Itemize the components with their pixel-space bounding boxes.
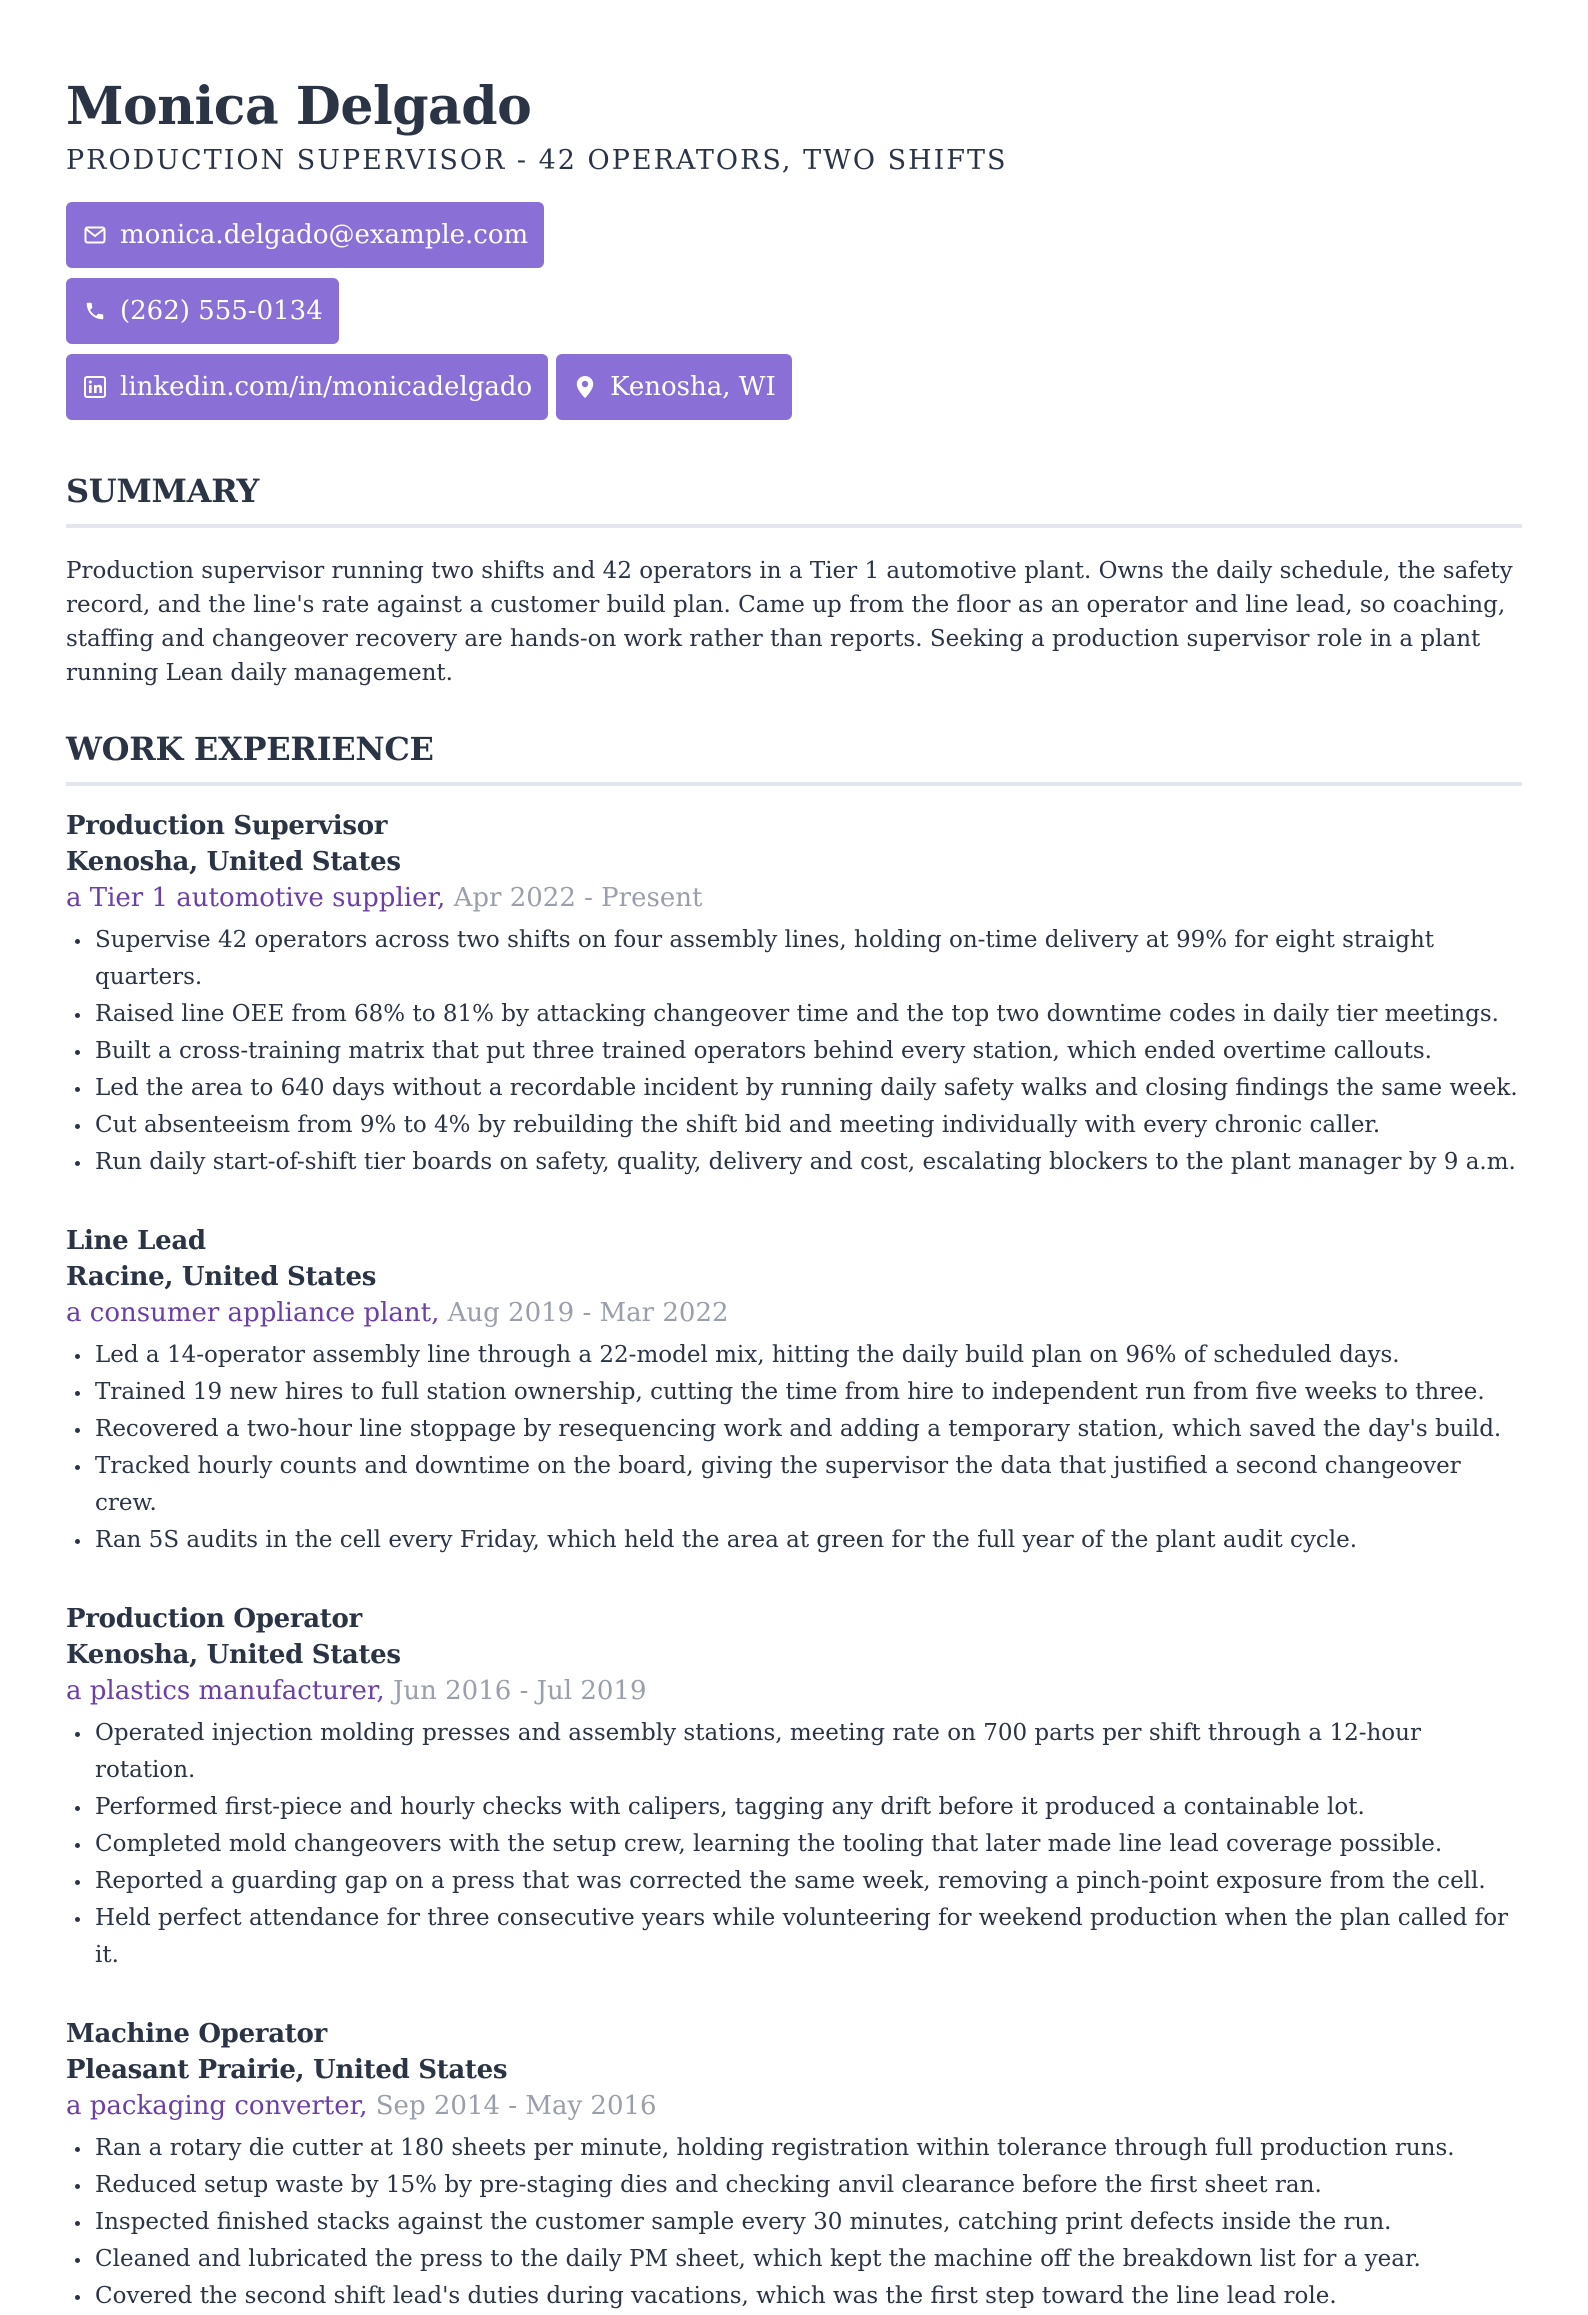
job-meta [66, 1295, 1522, 1331]
map-pin-icon [572, 374, 598, 400]
email-text: monica.delgado@example.com [120, 220, 529, 251]
linkedin-text: linkedin.com/in/monicadelgado [120, 372, 533, 403]
experience-section [66, 730, 1522, 2315]
job-entry [66, 808, 1522, 1181]
job-bullets [66, 1337, 1522, 1559]
bullet-item: Ran a rotary die cutter at 180 sheets per minute, holding registration within tolerance through full production runs. [66, 2130, 1522, 2167]
summary-section [66, 472, 1522, 690]
phone-icon [82, 298, 108, 324]
job-bullets [66, 1715, 1522, 1974]
job-bullets [66, 922, 1522, 1181]
bullet-item: Reduced setup waste by 15% by pre-staging dies and checking anvil clearance before the first sheet ran. [66, 2167, 1522, 2204]
location-chip[interactable] [556, 354, 792, 420]
job-meta [66, 2088, 1522, 2124]
job-location: Kenosha, United States [66, 1640, 401, 1671]
meta-separator: , [437, 883, 454, 914]
bullet-item: Operated injection molding presses and assembly stations, meeting rate on 700 parts per shift through a 12-hour rotation. [66, 1715, 1522, 1789]
job-entry [66, 1223, 1522, 1559]
bullet-item: Held perfect attendance for three consecutive years while volunteering for weekend production when the plan called for it. [66, 1900, 1522, 1974]
bullet-item: Completed mold changeovers with the setup crew, learning the tooling that later made line lead coverage possible. [66, 1826, 1522, 1863]
job-company: a plastics manufacturer [66, 1676, 377, 1707]
job-title: Production Operator [66, 1604, 362, 1635]
job-company: a packaging converter [66, 2091, 360, 2122]
job-title: Production Supervisor [66, 811, 388, 842]
job-title: Line Lead [66, 1226, 206, 1257]
location-text: Kenosha, WI [610, 372, 776, 403]
meta-separator: , [359, 2091, 376, 2122]
phone-text: (262) 555-0134 [120, 296, 323, 327]
mail-icon [82, 222, 108, 248]
bullet-item: Covered the second shift lead's duties during vacations, which was the first step toward the line lead role. [66, 2278, 1522, 2315]
job-entry [66, 2016, 1522, 2315]
linkedin-chip[interactable] [66, 354, 548, 420]
summary-heading: SUMMARY [66, 472, 1522, 528]
bullet-item: Raised line OEE from 68% to 81% by attacking changeover time and the top two downtime codes in daily tier meetings. [66, 996, 1522, 1033]
bullet-item: Cut absenteeism from 9% to 4% by rebuilding the shift bid and meeting individually with every chronic caller. [66, 1107, 1522, 1144]
job-location: Kenosha, United States [66, 847, 401, 878]
bullet-item: Reported a guarding gap on a press that was corrected the same week, removing a pinch-point exposure from the cell. [66, 1863, 1522, 1900]
job-company: a Tier 1 automotive supplier [66, 883, 438, 914]
bullet-item: Tracked hourly counts and downtime on the board, giving the supervisor the data that justified a second changeover crew. [66, 1448, 1522, 1522]
bullet-item: Inspected finished stacks against the customer sample every 30 minutes, catching print defects inside the run. [66, 2204, 1522, 2241]
job-title: Machine Operator [66, 2019, 327, 2050]
job-meta [66, 880, 1522, 916]
bullet-item: Cleaned and lubricated the press to the daily PM sheet, which kept the machine off the breakdown list for a year. [66, 2241, 1522, 2278]
job-location: Racine, United States [66, 1262, 377, 1293]
bullet-item: Ran 5S audits in the cell every Friday, which held the area at green for the full year of the plant audit cycle. [66, 1522, 1522, 1559]
bullet-item: Supervise 42 operators across two shifts on four assembly lines, holding on-time delivery at 99% for eight straight quarters. [66, 922, 1522, 996]
bullet-item: Recovered a two-hour line stoppage by resequencing work and adding a temporary station, which saved the day's build. [66, 1411, 1522, 1448]
summary-text: Production supervisor running two shifts and 42 operators in a Tier 1 automotive plant. Owns the daily schedule, the safety record, and the line's rate against a customer build plan. Came up from the floor as an operator and line lead, so coaching, staffing and changeover recovery are hands-on work rather than reports. Seeking a production supervisor role in a plant running Lean daily management. [66, 558, 1513, 687]
bullet-item: Performed first-piece and hourly checks with calipers, tagging any drift before it produced a containable lot. [66, 1789, 1522, 1826]
job-meta [66, 1673, 1522, 1709]
email-chip[interactable] [66, 202, 544, 268]
job-dates: Jun 2016 - Jul 2019 [392, 1676, 647, 1707]
bullet-item: Trained 19 new hires to full station ownership, cutting the time from hire to independent run from five weeks to three. [66, 1374, 1522, 1411]
experience-heading: WORK EXPERIENCE [66, 730, 1522, 786]
meta-separator: , [431, 1298, 448, 1329]
job-dates: Sep 2014 - May 2016 [375, 2091, 657, 2122]
job-company: a consumer appliance plant [66, 1298, 432, 1329]
bullet-item: Led a 14-operator assembly line through a 22-model mix, hitting the daily build plan on 96% of scheduled days. [66, 1337, 1522, 1374]
bullet-item: Led the area to 640 days without a recordable incident by running daily safety walks and closing findings the same week. [66, 1070, 1522, 1107]
headline: PRODUCTION SUPERVISOR - 42 OPERATORS, TWO SHIFTS [66, 145, 1008, 177]
job-bullets [66, 2130, 1522, 2315]
meta-separator: , [376, 1676, 393, 1707]
job-dates: Apr 2022 - Present [453, 883, 703, 914]
contact-chips [66, 202, 806, 420]
job-dates: Aug 2019 - Mar 2022 [447, 1298, 729, 1329]
linkedin-icon [82, 374, 108, 400]
bullet-item: Built a cross-training matrix that put three trained operators behind every station, which ended overtime callouts. [66, 1033, 1522, 1070]
phone-chip[interactable] [66, 278, 339, 344]
bullet-item: Run daily start-of-shift tier boards on safety, quality, delivery and cost, escalating blockers to the plant manager by 9 a.m. [66, 1144, 1522, 1181]
candidate-name: Monica Delgado [66, 76, 532, 137]
job-entry [66, 1601, 1522, 1974]
job-location: Pleasant Prairie, United States [66, 2055, 508, 2086]
